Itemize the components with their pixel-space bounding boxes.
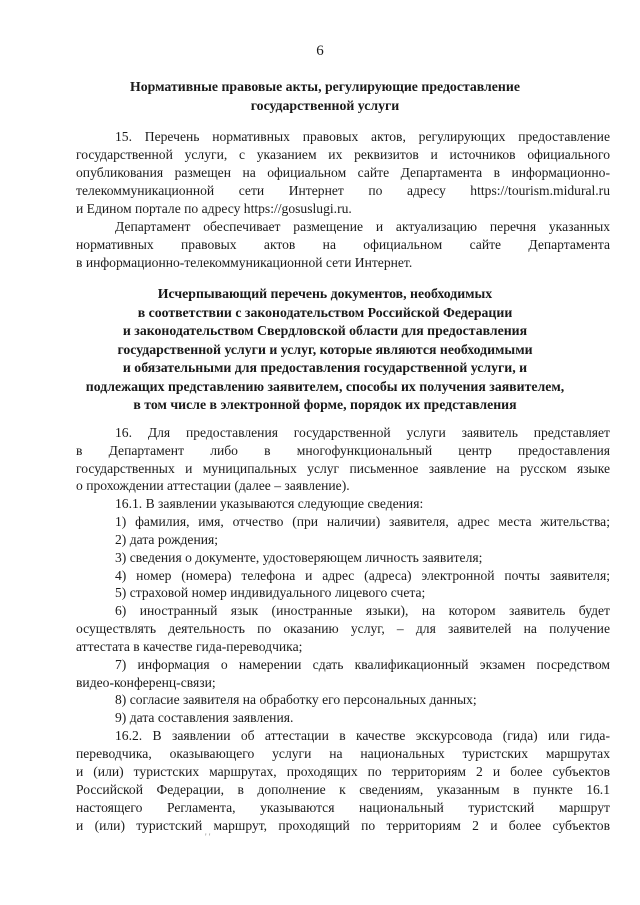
list-item: 6) иностранный язык (иностранные языки), на котором заявитель будет bbox=[115, 603, 610, 618]
heading-line: в том числе в электронной форме, порядок их представления bbox=[133, 397, 517, 412]
paragraph-line: государственной услуги, с указанием их реквизитов и источников официального bbox=[76, 147, 610, 162]
list-item: 4) номер (номера) телефона и адрес (адреса) электронной почты заявителя; bbox=[115, 568, 610, 583]
list-item: 9) дата составления заявления. bbox=[115, 710, 294, 725]
heading-line: и обязательными для предоставления государственной услуги, и bbox=[122, 360, 528, 375]
paragraph-line: и (или) туристский маршрут, проходящий по территориям 2 и более субъектов bbox=[76, 818, 610, 833]
heading-line: Исчерпывающий перечень документов, необходимых bbox=[157, 286, 493, 301]
list-item: 5) страховой номер индивидуального лицевого счета; bbox=[115, 585, 426, 600]
heading-line: государственной услуги и услуг, которые являются необходимыми bbox=[117, 341, 533, 357]
paragraph-line: 15. Перечень нормативных правовых актов, регулирующих предоставление bbox=[115, 129, 610, 144]
list-item: 3) сведения о документе, удостоверяющем личность заявителя; bbox=[115, 550, 483, 565]
list-item: 7) информация о намерении сдать квалификационный экзамен посредством bbox=[115, 657, 610, 672]
section-heading-documents-list bbox=[60, 285, 590, 415]
scan-artifact: ' ' bbox=[205, 832, 211, 842]
paragraph-line: нормативных правовых актов на официальном сайте Департамента bbox=[76, 237, 610, 252]
paragraph-line: Российской Федерации, в дополнение к сведениям, указанным в пункте 16.1 bbox=[76, 782, 610, 797]
heading-line: подлежащих представлению заявителем, способы их получения заявителем, bbox=[85, 378, 565, 394]
section-heading-legal-acts bbox=[60, 78, 590, 115]
paragraph-line: в Департамент либо в многофункциональный центр предоставления bbox=[76, 443, 610, 458]
list-item: 2) дата рождения; bbox=[115, 532, 219, 547]
paragraph-line: телекоммуникационной сети Интернет по адресу https://tourism.midural.ru bbox=[76, 183, 610, 198]
paragraph-line: осуществлять деятельность по оказанию услуг, – для заявителей на получение bbox=[76, 621, 610, 636]
paragraph-line: в информационно-телекоммуникационной сети Интернет. bbox=[76, 255, 413, 270]
heading-line: Нормативные правовые акты, регулирующие предоставление bbox=[130, 79, 520, 94]
paragraph-line: 16. Для предоставления государственной услуги заявитель представляет bbox=[115, 425, 610, 440]
paragraph-line: переводчика, оказывающего услуги на национальных туристских маршрутах bbox=[76, 746, 610, 761]
paragraph-line: государственных и муниципальных услуг письменное заявление на русском языке bbox=[76, 461, 610, 476]
paragraph-line: Департамент обеспечивает размещение и актуализацию перечня указанных bbox=[115, 219, 610, 234]
paragraph-line: о прохождении аттестации (далее – заявление). bbox=[76, 478, 350, 493]
heading-line: в соответствии с законодательством Российской Федерации bbox=[137, 304, 513, 320]
paragraph-line: настоящего Регламента, указываются национальный туристский маршрут bbox=[76, 800, 610, 815]
heading-line: и законодательством Свердловской области для предоставления bbox=[122, 323, 528, 338]
paragraph-line: 16.1. В заявлении указываются следующие сведения: bbox=[115, 496, 424, 511]
paragraph-line: видео-конференц-связи; bbox=[76, 675, 216, 690]
list-item: 1) фамилия, имя, отчество (при наличии) заявителя, адрес места жительства; bbox=[115, 514, 610, 529]
page-number: 6 bbox=[316, 43, 324, 59]
paragraph-line: опубликования размещен на официальном сайте Департамента в информационно- bbox=[76, 165, 610, 180]
paragraph-line: 16.2. В заявлении об аттестации в качестве экскурсовода (гида) или гида- bbox=[115, 728, 610, 743]
paragraph-line: и Едином портале по адресу https://gosuslugi.ru. bbox=[76, 201, 352, 216]
paragraph-line: аттестата в качестве гида-переводчика; bbox=[76, 639, 303, 654]
paragraph-line: и (или) туристских маршрутах, проходящих по территориям 2 и более субъектов bbox=[76, 764, 610, 779]
list-item: 8) согласие заявителя на обработку его персональных данных; bbox=[115, 692, 477, 707]
heading-line: государственной услуги bbox=[250, 97, 400, 113]
